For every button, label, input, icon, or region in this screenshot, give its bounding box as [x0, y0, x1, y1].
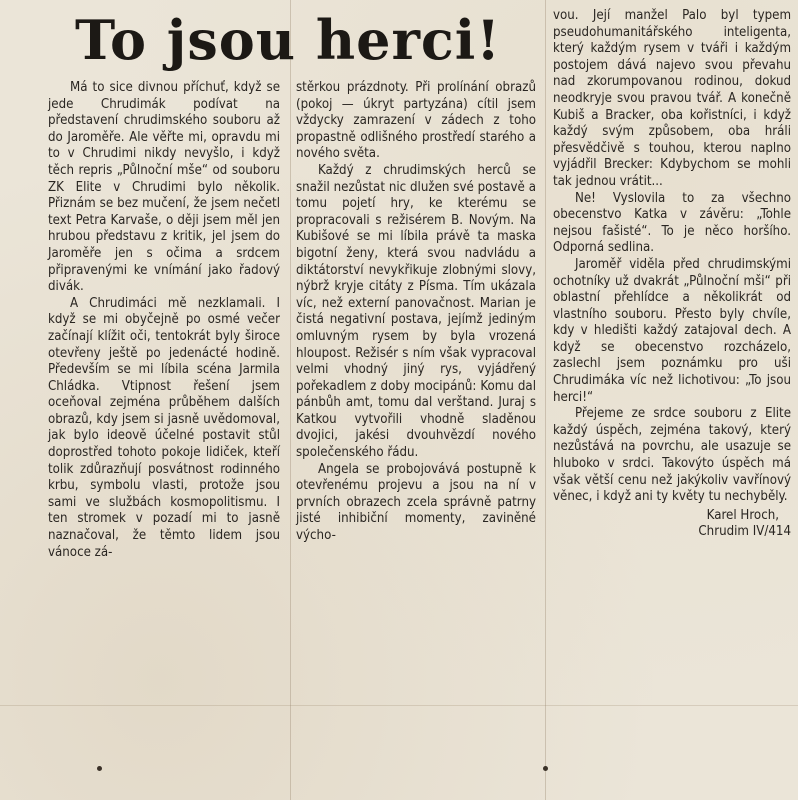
article-title: To jsou herci!: [75, 8, 501, 72]
column-1: [48, 80, 280, 561]
fold-line: [0, 705, 798, 706]
paragraph: Každý z chrudimských herců se snažil nezůstat nic dlužen své postavě a tomu pojetí hry, ke kterému se propracovali s režisérem B. Novým. Na Kubišové se mi líbila právě ta maska bigotní ženy, která svou nadvládu a diktátorství nevykřikuje zlobnými slovy, nýbrž kryje citáty z Písma. Tím ukázala víc, než externí panovačnost. Marian je čistá negativní postava, jejímž jediným omluvným rysem by byla vrozená hloupost. Režisér s ním však vypracoval velmi vhodný jiný rys, vyjádřený pořekadlem z doby mocipánů: Komu dal pánbůh amt, tomu dal verštand. Juraj s Katkou vytvořili vhodně sladěnou dvojici, jakési dvouhvězdí nového společenského řádu.: [296, 162, 536, 461]
column-2: [296, 80, 536, 545]
fold-line: [545, 0, 546, 800]
paragraph: A Chrudimáci mě nezklamali. I když se mi obyčejně po osmé večer začínají klížit oči, tentokrát byly široce otevřeny ještě po jedenácté hodině. Především se mi líbila scéna Jarmila Chládka. Vtipnost řešení jsem oceňoval zejména průběhem dalších obrazů, kdy jsem si jasně uvědomoval, jak bylo ideově účelné postavit stůl doprostřed tohoto pokoje lidiček, kteří tolik zdůrazňují posvátnost rodinného krbu, symbolu vlasti, protože jsou sami ve službách kosmopolitismu. I ten stromek v pozadí mi to jasně naznačoval, že těmto lidem jsou vánoce zá-: [48, 295, 280, 560]
paragraph: stěrkou prázdnoty. Při prolínání obrazů (pokoj — úkryt partyzána) cítil jsem vždycky zamrazení v zádech z toho propastně odlišného prostředí starého a nového světa.: [296, 80, 536, 162]
paragraph: Má to sice divnou příchuť, když se jede Chrudimák podívat na představení chrudimského souboru až do Jaroměře. Ale věřte mi, opravdu mi to v Chrudimi nikdy nevyšlo, i když těch repris „Půlnoční mše“ od souboru ZK Elite v Chrudimi bylo několik. Přiznám se bez mučení, že jsem nečetl text Petra Karvaše, o ději jsem měl jen hrubou představu z kritik, jel jsem do Jaroměře jen s očima a srdcem připravenými ke vnímání jako řadový divák.: [48, 80, 280, 295]
fold-line: [290, 0, 291, 800]
paragraph: Angela se probojovává postupně k otevřenému projevu a jsou na ní v prvních obrazech zcela správně patrny jisté inhibiční momenty, zaviněné výcho-: [296, 461, 536, 544]
author-signature: [553, 508, 791, 541]
author-name: Karel Hroch,: [706, 507, 779, 523]
author-address: Chrudim IV/414: [698, 524, 791, 540]
paragraph: Přejeme ze srdce souboru z Elite každý úspěch, zejména takový, který nezůstává na povrchu, ale usazuje se hluboko v srdci. Takovýto úspěch má však větší cenu než jakýkoliv vavřínový věnec, i když ani ty květy tu nechyběly.: [553, 406, 791, 505]
ink-spot: [97, 766, 102, 771]
paragraph: vou. Její manžel Palo byl typem pseudohumanitářského inteligenta, který každým rysem v tváři i každým postojem dává najevo svou převahu nad zkorumpovanou rodinou, dokud neodkryje svou pravou tvář. A konečně Kubiš a Bracker, oba kořistníci, i když každý svým způsobem, oba hráli přesvědčivě s touhou, kterou naplno vyjádřil Brecker: Kdybychom se mohli tak jednou vrátit...: [553, 8, 791, 189]
paragraph: Ne! Vyslovila to za všechno obecenstvo Katka v závěru: „Tohle nejsou fašisté“. To je něco horšího. Odporná sedlina.: [553, 190, 791, 256]
paragraph: Jaroměř viděla před chrudimskými ochotníky už dvakrát „Půlnoční mši“ při oblastní přehlídce a několikrát od vlastního souboru. Přesto byly chvíle, kdy v hledišti každý zatajoval dech. A když se obecenstvo rozcházelo, zaslechl jsem poznámku pro uši Chrudimáka víc než lichotivou: „To jsou herci!“: [553, 256, 791, 405]
column-3: [553, 8, 791, 541]
ink-spot: [543, 766, 548, 771]
